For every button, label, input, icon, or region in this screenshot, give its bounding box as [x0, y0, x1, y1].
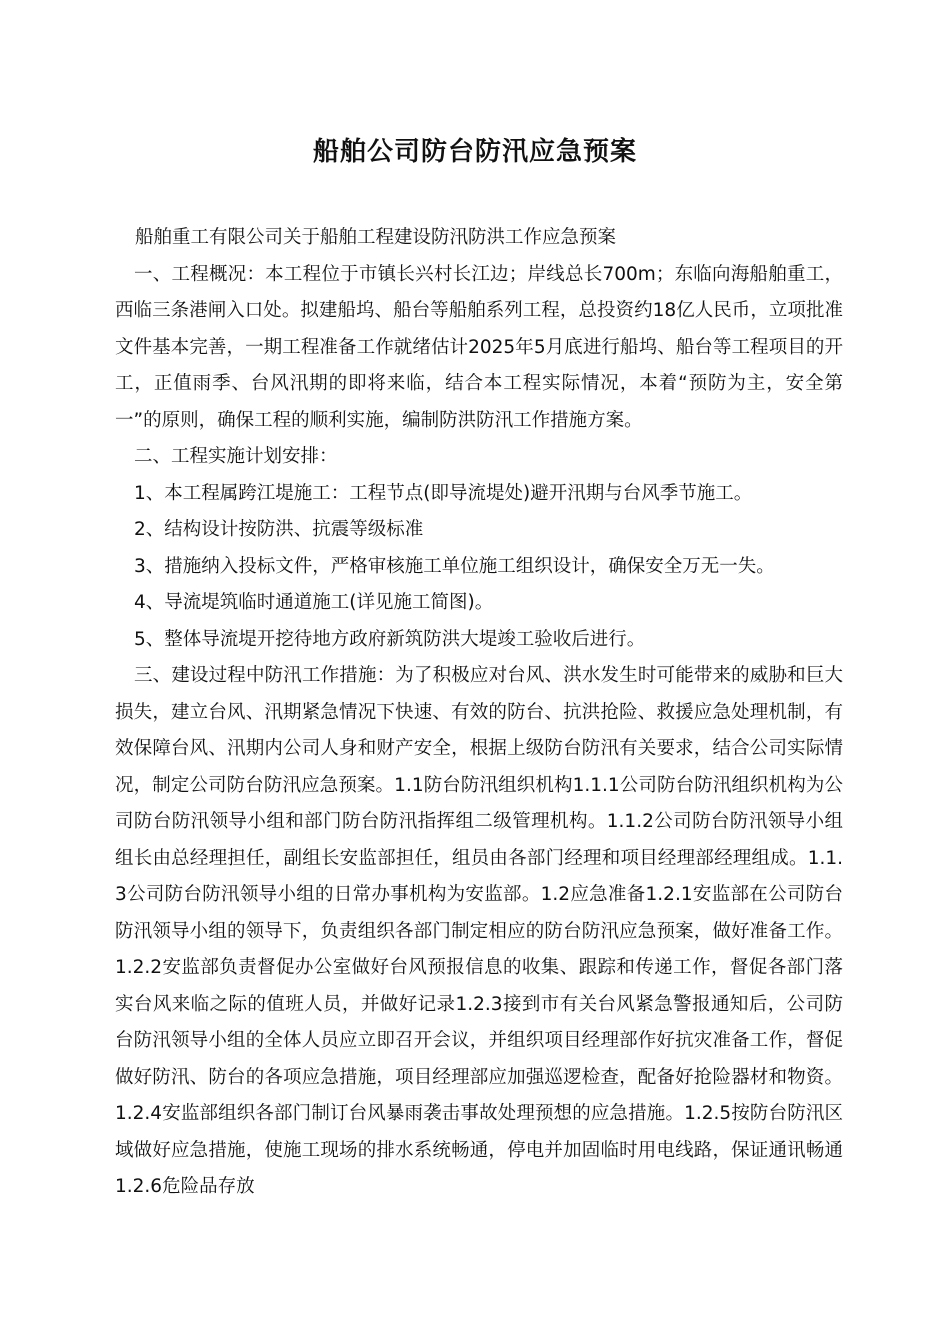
- paragraph-plan-item-5: 5、整体导流堤开挖待地方政府新筑防洪大堤竣工验收后进行。: [134, 628, 646, 650]
- paragraph-plan-item-1: 1、本工程属跨江堤施工：工程节点(即导流堤处)避开汛期与台风季节施工。: [134, 482, 753, 504]
- paragraph-plan-item-2: 2、结构设计按防洪、抗震等级标准: [134, 519, 424, 540]
- paragraph-flood-measures: 三、建设过程中防汛工作措施：为了积极应对台风、洪水发生时可能带来的威胁和巨大损失，建立台风、汛期紧急情况下快速、有效的防台、抗洪抢险、救援应急处理机制，有效保障台风、汛期内公司人身和财产安全，根据上级防台防汛有关要求，结合公司实际情况，制定公司防台防汛应急预案。1.1防台防汛组织机构1.1.1公司防台防汛组织机构为公司防台防汛领导小组和部门防台防汛指挥组二级管理机构。1.1.2公司防台防汛领导小组组长由总经理担任，副组长安监部担任，组员由各部门经理和项目经理部经理组成。1.1.3公司防台防汛领导小组的日常办事机构为安监部。1.2应急准备1.2.1安监部在公司防台防汛领导小组的领导下，负责组织各部门制定相应的防台防汛应急预案，做好准备工作。1.2.2安监部负责督促办公室做好台风预报信息的收集、跟踪和传递工作，督促各部门落实台风来临之际的值班人员，并做好记录1.2.3接到市有关台风紧急警报通知后，公司防台防汛领导小组的全体人员应立即召开会议，并组织项目经理部作好抗灾准备工作，督促做好防汛、防台的各项应急措施，项目经理部应加强巡逻检查，配备好抢险器材和物资。1.2.4安监部组织各部门制订台风暴雨袭击事故处理预想的应急措施。1.2.5按防台防汛区域做好应急措施，使施工现场的排水系统畅通，停电并加固临时用电线路，保证通讯畅通1.2.6危险品存放: [115, 665, 843, 1197]
- paragraph-heading: 船舶重工有限公司关于船舶工程建设防汛防洪工作应急预案: [135, 227, 617, 248]
- document-body: [115, 220, 843, 1206]
- paragraph-project-overview: 一、工程概况：本工程位于市镇长兴村长江边；岸线总长700m；东临向海船舶重工，西临三条港闸入口处。拟建船坞、船台等船舶系列工程，总投资约18亿人民币，立项批准文件基本完善，一期工程准备工作就绪估计2025年5月底进行船坞、船台等工程项目的开工，正值雨季、台风汛期的即将来临，结合本工程实际情况，本着“预防为主，安全第一”的原则，确保工程的顺利实施，编制防洪防汛工作措施方案。: [115, 263, 843, 431]
- document-title: 船舶公司防台防汛应急预案: [312, 137, 637, 167]
- paragraph-plan-heading: 二、工程实施计划安排：: [134, 446, 338, 467]
- paragraph-plan-item-3: 3、措施纳入投标文件，严格审核施工单位施工组织设计，确保安全万无一失。: [134, 555, 775, 577]
- paragraph-plan-item-4: 4、导流堤筑临时通道施工(详见施工简图)。: [134, 592, 494, 613]
